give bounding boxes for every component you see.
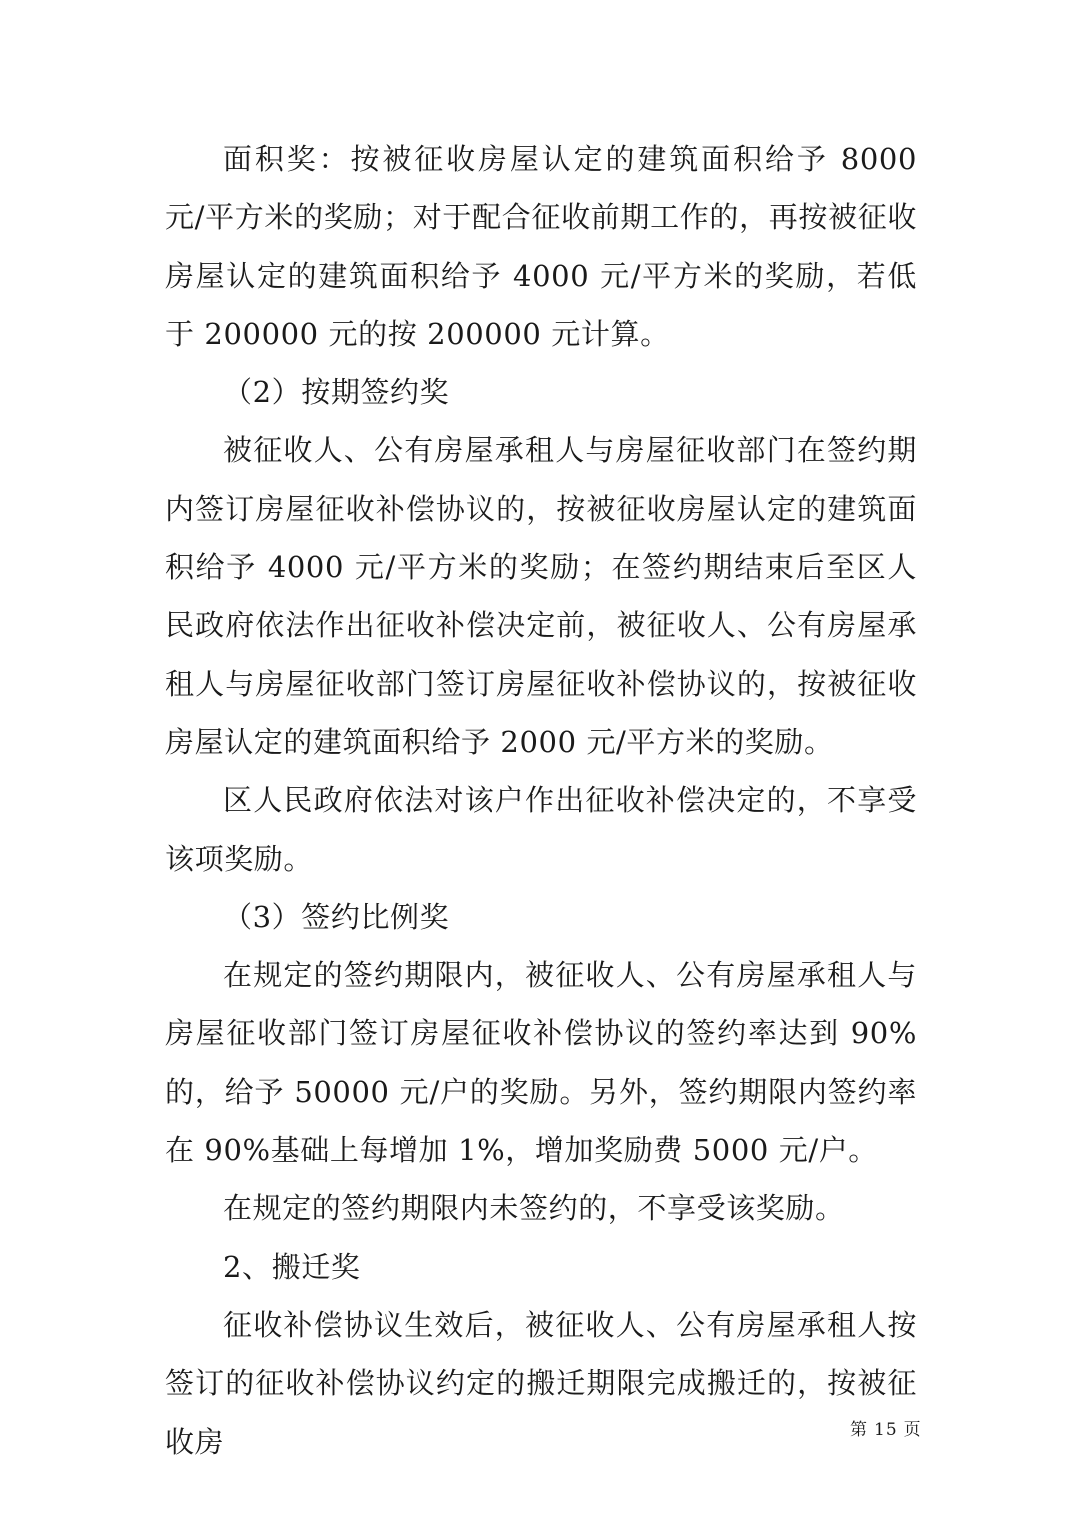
heading-signing-ratio-reward: （3）签约比例奖 (223, 899, 450, 934)
paragraph-unsigned-no-reward: 在规定的签约期限内未签约的，不享受该奖励。 (223, 1191, 845, 1226)
paragraph-signing-ratio-details: 在规定的签约期限内，被征收人、公有房屋承租人与房屋征收部门签订房屋征收补偿协议的签约率达到 90%的，给予 50000 元/户的奖励。另外，签约期限内签约率在 90%基础上每增加 1%，增加奖励费 5000 元/户。 (165, 958, 917, 1168)
paragraph-area-reward: 面积奖：按被征收房屋认定的建筑面积给予 8000 元/平方米的奖励；对于配合征收前期工作的，再按被征收房屋认定的建筑面积给予 4000 元/平方米的奖励，若低于 200000 元的按 200000 元计算。 (165, 142, 917, 351)
page-suffix: 页 (903, 1420, 922, 1440)
page-prefix: 第 (850, 1420, 868, 1440)
paragraph-relocation-details: 征收补偿协议生效后，被征收人、公有房屋承租人按签订的征收补偿协议约定的搬迁期限完成搬迁的，按被征收房 (165, 1307, 917, 1459)
heading-on-time-signing-reward: （2）按期签约奖 (223, 375, 450, 410)
document-body (165, 130, 917, 1471)
paragraph-no-reward-on-decision: 区人民政府依法对该户作出征收补偿决定的，不享受该项奖励。 (165, 783, 917, 876)
page-footer (850, 1418, 922, 1442)
page-number: 15 (874, 1420, 898, 1440)
heading-relocation-reward: 2、搬迁奖 (223, 1249, 361, 1284)
paragraph-on-time-signing-details: 被征收人、公有房屋承租人与房屋征收部门在签约期内签订房屋征收补偿协议的，按被征收房屋认定的建筑面积给予 4000 元/平方米的奖励；在签约期结束后至区人民政府依法作出征收补偿决定前，被征收人、公有房屋承租人与房屋征收部门签订房屋征收补偿协议的，按被征收房屋认定的建筑面积给予 2000 元/平方米的奖励。 (165, 433, 917, 759)
